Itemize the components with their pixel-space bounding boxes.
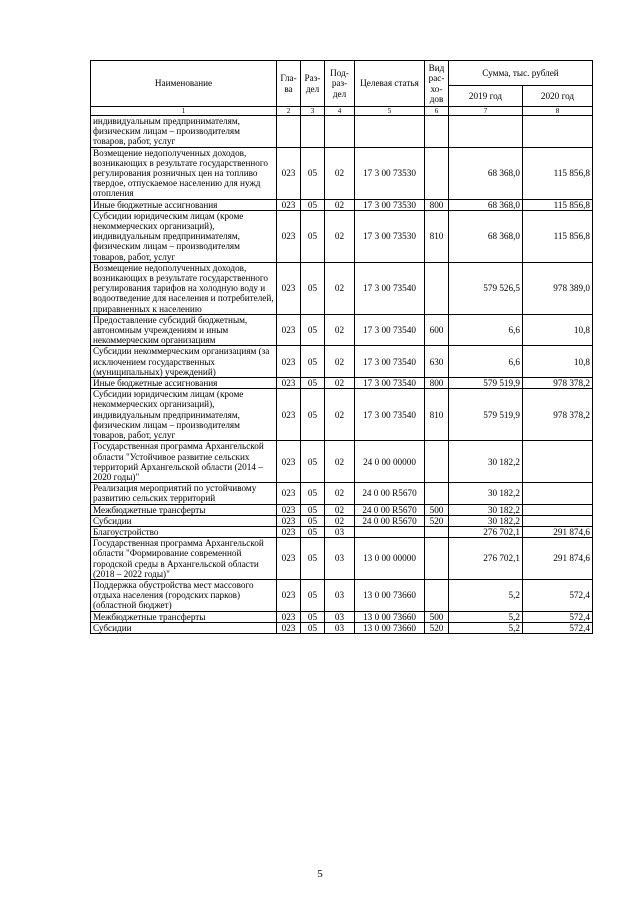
row-chapter: 023 [277,611,301,622]
row-section: 05 [301,579,325,611]
table-row [91,504,593,515]
row-subsection: 03 [325,622,355,633]
header-sum: Сумма, тыс. рублей [449,61,593,86]
row-sum-2019: 579 526,5 [449,262,523,314]
row-target: 24 0 00 R5670 [355,504,425,515]
row-section: 05 [301,389,325,441]
row-section: 05 [301,314,325,346]
row-subsection: 02 [325,483,355,504]
row-subsection: 02 [325,147,355,199]
row-expense-type: 600 [425,314,449,346]
table-row [91,622,593,633]
row-name: Субсидии юридическим лицам (кроме некоммерческих организаций), индивидуальным предпринимателям, физическим лицам – производителям товаров, работ, услуг [91,389,277,441]
table-row [91,538,593,580]
row-sum-2019: 5,2 [449,611,523,622]
row-sum-2019: 30 182,2 [449,504,523,515]
row-sum-2019: 68 368,0 [449,147,523,199]
row-expense-type: 810 [425,210,449,262]
page-number: 5 [317,868,323,880]
row-target: 13 0 00 73660 [355,611,425,622]
row-sum-2019 [449,116,523,148]
table-row [91,579,593,611]
row-chapter: 023 [277,504,301,515]
row-sum-2020: 115 856,8 [523,199,593,210]
row-expense-type [425,262,449,314]
row-sum-2019: 5,2 [449,579,523,611]
row-expense-type [425,116,449,148]
table-row [91,389,593,441]
row-expense-type [425,526,449,537]
row-chapter [277,116,301,148]
row-name: Межбюджетные трансферты [91,504,277,515]
row-chapter: 023 [277,515,301,526]
row-chapter: 023 [277,346,301,378]
row-subsection: 02 [325,441,355,483]
row-name: Субсидии [91,622,277,633]
table-row [91,262,593,314]
row-sum-2019: 276 702,1 [449,538,523,580]
row-subsection: 03 [325,526,355,537]
row-subsection: 02 [325,199,355,210]
row-subsection: 02 [325,504,355,515]
header-year-2019: 2019 год [449,86,523,107]
row-target: 17 3 00 73540 [355,378,425,389]
row-name: Иные бюджетные ассигнования [91,199,277,210]
row-sum-2020: 978 378,2 [523,389,593,441]
row-name: Межбюджетные трансферты [91,611,277,622]
row-subsection: 02 [325,262,355,314]
row-sum-2019: 579 519,9 [449,389,523,441]
row-sum-2019: 276 702,1 [449,526,523,537]
row-name: Реализация мероприятий по устойчивому развитию сельских территорий [91,483,277,504]
row-chapter: 023 [277,199,301,210]
row-chapter: 023 [277,210,301,262]
row-chapter: 023 [277,262,301,314]
column-number: 6 [425,107,449,116]
row-chapter: 023 [277,314,301,346]
table-row [91,116,593,148]
row-expense-type: 520 [425,515,449,526]
table-row [91,515,593,526]
row-sum-2019: 5,2 [449,622,523,633]
row-expense-type: 520 [425,622,449,633]
table-row [91,346,593,378]
header-expense-type: Вид рас-хо-дов [425,61,449,107]
column-number: 1 [91,107,277,116]
row-chapter: 023 [277,538,301,580]
row-sum-2019: 68 368,0 [449,210,523,262]
row-subsection: 03 [325,579,355,611]
row-section: 05 [301,611,325,622]
row-target: 24 0 00 R5670 [355,515,425,526]
row-sum-2020: 572,4 [523,579,593,611]
row-sum-2020: 978 389,0 [523,262,593,314]
row-section: 05 [301,147,325,199]
row-expense-type: 630 [425,346,449,378]
row-section: 05 [301,199,325,210]
row-sum-2020 [523,515,593,526]
row-subsection: 03 [325,611,355,622]
row-name: Государственная программа Архангельской области "Устойчивое развитие сельских территорий Архангельской области (2014 – 2020 годы)" [91,441,277,483]
row-name: Субсидии [91,515,277,526]
row-target: 17 3 00 73540 [355,346,425,378]
row-expense-type: 500 [425,611,449,622]
row-name: Субсидии юридическим лицам (кроме некоммерческих организаций), индивидуальным предпринимателям, физическим лицам – производителям товаров, работ, услуг [91,210,277,262]
row-subsection: 02 [325,346,355,378]
row-target: 13 0 00 00000 [355,538,425,580]
row-expense-type [425,483,449,504]
row-sum-2020: 291 874,6 [523,538,593,580]
table-row [91,199,593,210]
row-name: Иные бюджетные ассигнования [91,378,277,389]
header-subsection: Под-раз-дел [325,61,355,107]
row-section: 05 [301,538,325,580]
table-row [91,147,593,199]
table-body [91,116,593,634]
row-target: 24 0 00 00000 [355,441,425,483]
column-number: 3 [301,107,325,116]
table-row [91,483,593,504]
row-sum-2019: 6,6 [449,314,523,346]
row-name: Благоустройство [91,526,277,537]
row-section: 05 [301,504,325,515]
row-sum-2020: 291 874,6 [523,526,593,537]
row-sum-2020: 10,8 [523,314,593,346]
row-target: 17 3 00 73530 [355,147,425,199]
row-name: индивидуальным предпринимателям, физическим лицам – производителям товаров, работ, услуг [91,116,277,148]
row-sum-2020: 115 856,8 [523,147,593,199]
header-chapter: Гла-ва [277,61,301,107]
row-sum-2020 [523,504,593,515]
row-sum-2020: 572,4 [523,611,593,622]
row-expense-type [425,147,449,199]
row-name: Возмещение недополученных доходов, возникающих в результате государственного регулирования тарифов на холодную воду и водоотведение для населения и потребителей, приравненных к населению [91,262,277,314]
table-row [91,441,593,483]
row-section: 05 [301,515,325,526]
header-section: Раз-дел [301,61,325,107]
row-chapter: 023 [277,389,301,441]
row-sum-2020: 572,4 [523,622,593,633]
row-section: 05 [301,483,325,504]
row-sum-2020 [523,116,593,148]
row-sum-2020 [523,483,593,504]
column-number: 4 [325,107,355,116]
row-target: 17 3 00 73530 [355,199,425,210]
row-name: Государственная программа Архангельской области "Формирование современной городской среды в Архангельской области (2018 – 2022 годы)" [91,538,277,580]
row-target: 24 0 00 R5670 [355,483,425,504]
row-chapter: 023 [277,147,301,199]
row-section: 05 [301,346,325,378]
row-target [355,526,425,537]
row-expense-type [425,579,449,611]
row-chapter: 023 [277,526,301,537]
row-chapter: 023 [277,378,301,389]
row-sum-2019: 30 182,2 [449,515,523,526]
row-subsection: 03 [325,538,355,580]
column-number: 2 [277,107,301,116]
column-number: 7 [449,107,523,116]
column-number: 8 [523,107,593,116]
row-expense-type: 500 [425,504,449,515]
row-subsection: 02 [325,314,355,346]
row-expense-type [425,538,449,580]
table-row [91,314,593,346]
row-subsection [325,116,355,148]
row-expense-type: 810 [425,389,449,441]
header-target: Целевая статья [355,61,425,107]
header-name: Наименование [91,61,277,107]
row-chapter: 023 [277,579,301,611]
table-row [91,611,593,622]
row-target: 17 3 00 73540 [355,314,425,346]
row-sum-2020: 10,8 [523,346,593,378]
row-subsection: 02 [325,389,355,441]
row-target [355,116,425,148]
column-number: 5 [355,107,425,116]
row-sum-2019: 579 519,9 [449,378,523,389]
row-target: 17 3 00 73540 [355,262,425,314]
table-row [91,210,593,262]
row-section: 05 [301,262,325,314]
row-target: 13 0 00 73660 [355,622,425,633]
row-subsection: 02 [325,378,355,389]
header-row [91,61,593,86]
row-name: Субсидии некоммерческим организациям (за исключением государственных (муниципальных) учреждений) [91,346,277,378]
row-section: 05 [301,622,325,633]
row-sum-2019: 68 368,0 [449,199,523,210]
table-row [91,526,593,537]
row-section: 05 [301,210,325,262]
row-subsection: 02 [325,515,355,526]
row-name: Предоставление субсидий бюджетным, автономным учреждениям и иным некоммерческим организациям [91,314,277,346]
row-expense-type: 800 [425,199,449,210]
row-chapter: 023 [277,622,301,633]
row-section [301,116,325,148]
row-sum-2019: 6,6 [449,346,523,378]
row-sum-2020: 115 856,8 [523,210,593,262]
row-expense-type: 800 [425,378,449,389]
row-section: 05 [301,441,325,483]
column-number-row [91,107,593,116]
row-name: Поддержка обустройства мест массового отдыха населения (городских парков) (областной бюджет) [91,579,277,611]
row-sum-2020 [523,441,593,483]
row-target: 13 0 00 73660 [355,579,425,611]
row-section: 05 [301,378,325,389]
row-chapter: 023 [277,441,301,483]
row-subsection: 02 [325,210,355,262]
row-section: 05 [301,526,325,537]
header-year-2020: 2020 год [523,86,593,107]
row-expense-type [425,441,449,483]
row-chapter: 023 [277,483,301,504]
row-sum-2019: 30 182,2 [449,441,523,483]
budget-table [90,60,593,634]
row-sum-2020: 978 378,2 [523,378,593,389]
row-sum-2019: 30 182,2 [449,483,523,504]
row-target: 17 3 00 73540 [355,389,425,441]
row-target: 17 3 00 73530 [355,210,425,262]
row-name: Возмещение недополученных доходов, возникающих в результате государственного регулирования розничных цен на топливо твердое, отпускаемое населению для нужд отопления [91,147,277,199]
table-row [91,378,593,389]
